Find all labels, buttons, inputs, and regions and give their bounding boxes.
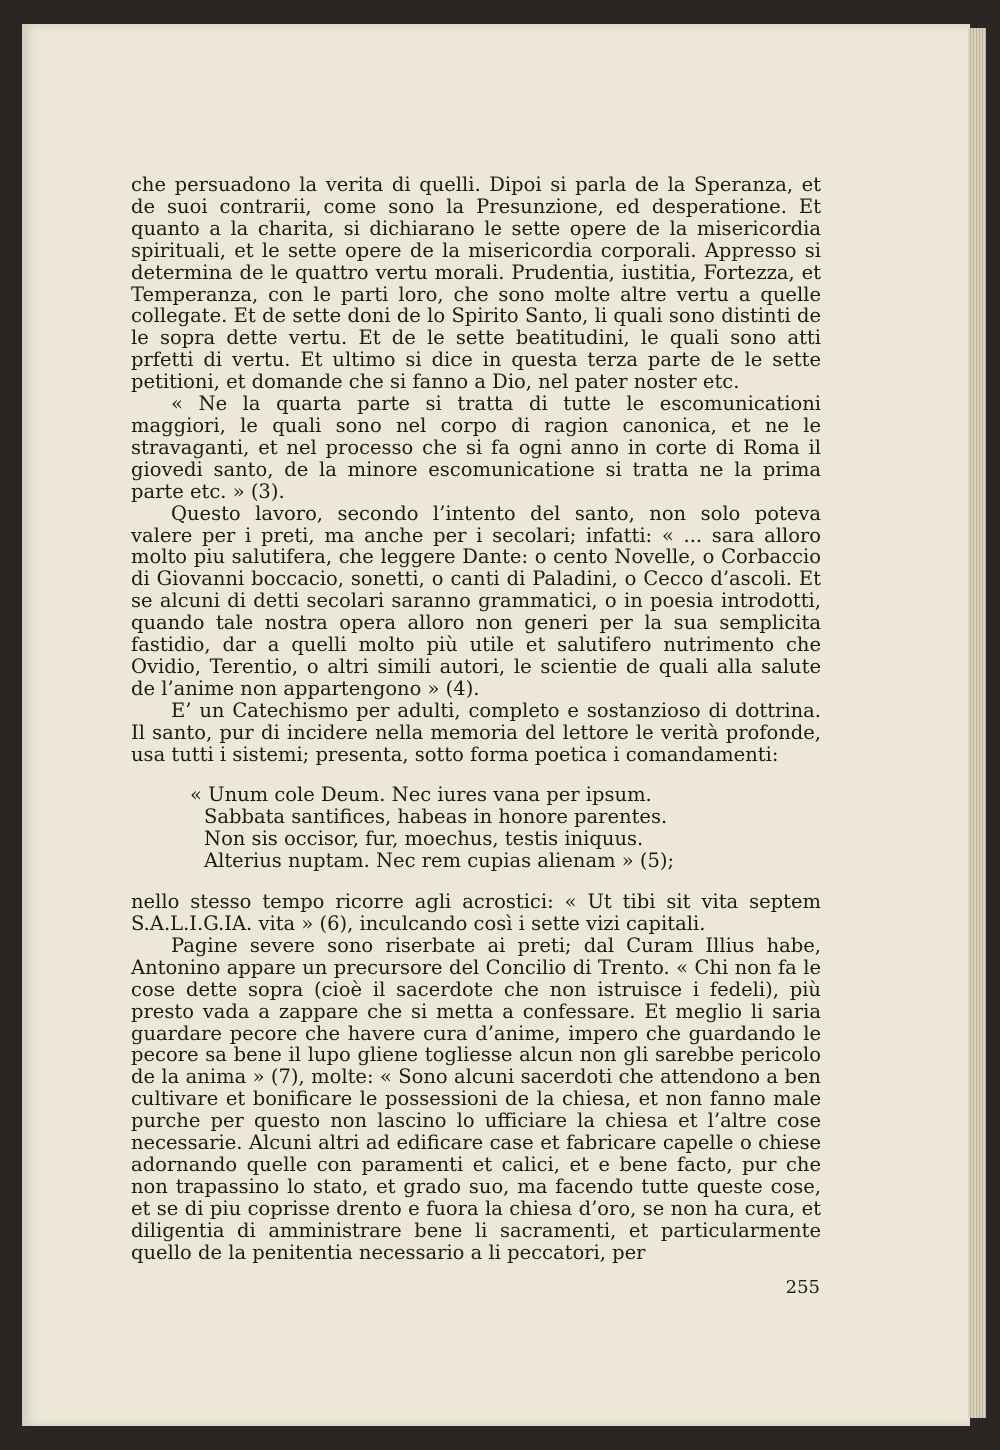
verse-line-4: Alterius nuptam. Nec rem cupias alienam » (5); [204,849,675,873]
verse-line-1: « Unum cole Deum. Nec iures vana per ipsum. [190,783,652,807]
page-edges [968,28,986,1418]
verse-line-3: Non sis occisor, fur, moechus, testis iniquus. [204,827,644,851]
verse-block [131,784,821,872]
paragraph-5: nello stesso tempo ricorre agli acrostici: « Ut tibi sit vita septem S.A.L.I.G.IA. vita » (6), inculcando così i sette vizi capitali. [131,890,821,935]
page-number: 255 [785,1277,820,1298]
paragraph-6: Pagine severe sono riserbate ai preti; dal Curam Illius habe, Antonino appare un precursore del Concilio di Trento. « Chi non fa le cose dette sopra (cioè il sacerdote che non istruisce i fedeli), più presto vada a zappare che si metta a confessare. Et meglio li saria guardare pecore che havere cura d’anime, impero che guardando le pecore sa bene il lupo gliene togliesse alcun non gli sarebbe pericolo de la anima » (7), molte: « Sono alcuni sacerdoti che attendono a ben cultivare et bonificare le possessioni de la chiesa, et non fanno male purche per questo non lascino lo ufficiare la chiesa et l’altre cose necessarie. Alcuni altri ad edificare case et fabricare capelle o chiese adornando quelle con paramenti et calici, et e bene facto, pur che non trapassino lo stato, et grado suo, ma facendo tutte queste cose, et se di piu coprisse drento e fuora la chiesa d’oro, se non ha cura, et diligentia di amministrare bene li sacramenti, et particularmente quello de la penitentia necessario a li peccatori, per [131,933,821,1264]
verse-line-2: Sabbata santifices, habeas in honore parentes. [204,805,668,829]
paragraph-3: Questo lavoro, secondo l’intento del santo, non solo poteva valere per i preti, ma anche per i secolari; infatti: « ... sara alloro molto piu salutifera, che leggere Dante: o cento Novelle, o Corbaccio di Giovanni boccacio, sonetti, o canti di Paladini, o Cecco d’ascoli. Et se alcuni di detti secolari saranno grammatici, o in poesia introdotti, quando tale nostra opera alloro non generi per la sua semplicita fastidio, dar a quelli molto più utile et salutifero nutrimento che Ovidio, Terentio, o altri simili autori, le scientie de quali alla salute de l’anime non appartengono » (4). [131,501,821,700]
paragraph-1: che persuadono la verita di quelli. Dipoi si parla de la Speranza, et de suoi contrarii, come sono la Presunzione, ed desperatione. Et quanto a la charita, si dichiarano le sette opere de la misericordia spirituali, et le sette opere de la misericordia corporali. Appresso si determina de le quattro vertu morali. Prudentia, iustitia, Fortezza, et Temperanza, con le parti loro, che sono molte altre vertu a quelle collegate. Et de sette doni de lo Spirito Santo, li quali sono distinti de le sopra dette vertu. Et de le sette beatitudini, le quali sono atti prfetti di vertu. Et ultimo si dice in questa terza parte de le sette petitioni, et domande che si fanno a Dio, nel pater noster etc. [131,173,821,394]
paragraph-2: « Ne la quarta parte si tratta di tutte le escomunicationi maggiori, le quali sono nel corpo di ragion canonica, et ne le stravaganti, et nel processo che si fa ogni anno in corte di Roma il giovedi santo, de la minore escomunicatione si tratta ne la prima parte etc. » (3). [131,392,821,503]
paragraph-4: E’ un Catechismo per adulti, completo e sostanzioso di dottrina. Il santo, pur di incidere nella memoria del lettore le verità profonde, usa tutti i sistemi; presenta, sotto forma poetica i comandamenti: [131,698,821,766]
body-text [131,174,821,1264]
